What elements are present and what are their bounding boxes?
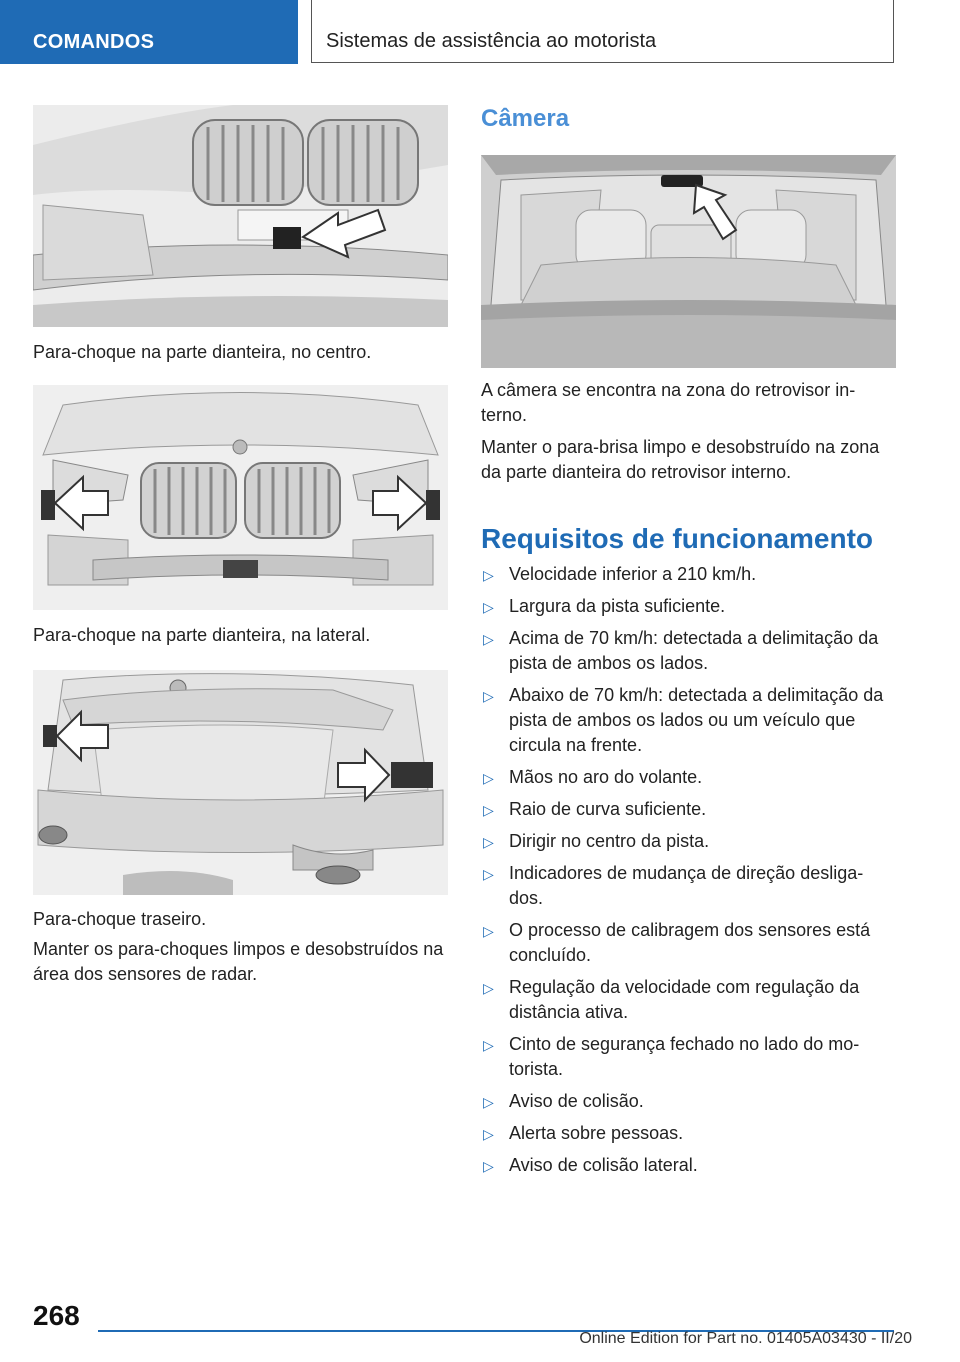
figure2-caption: Para-choque na parte dianteira, na lateral. bbox=[33, 625, 371, 645]
list-item: ▷ Aviso de colisão lateral. bbox=[481, 1153, 896, 1178]
triangle-right-icon: ▷ bbox=[483, 1158, 494, 1174]
triangle-right-icon: ▷ bbox=[483, 599, 494, 615]
triangle-right-icon: ▷ bbox=[483, 923, 494, 939]
triangle-right-icon: ▷ bbox=[483, 631, 494, 647]
list-item: ▷ Alerta sobre pessoas. bbox=[481, 1121, 896, 1146]
triangle-right-icon: ▷ bbox=[483, 802, 494, 818]
chapter-header bbox=[311, 0, 894, 63]
figure-front-bumper-center bbox=[33, 105, 448, 327]
triangle-right-icon: ▷ bbox=[483, 567, 494, 583]
figure-rear-bumper bbox=[33, 670, 448, 895]
figure1-caption: Para-choque na parte dianteira, no centro. bbox=[33, 342, 372, 362]
triangle-right-icon: ▷ bbox=[483, 770, 494, 786]
triangle-right-icon: ▷ bbox=[483, 980, 494, 996]
triangle-right-icon: ▷ bbox=[483, 834, 494, 850]
triangle-right-icon: ▷ bbox=[483, 688, 494, 704]
list-item: ▷ Abaixo de 70 km/h: detectada a delimitação da pista de ambos os lados ou um veículo que circula na frente. bbox=[483, 685, 884, 755]
list-item: ▷ Dirigir no centro da pista. bbox=[481, 829, 896, 854]
list-item: ▷ Raio de curva suficiente. bbox=[481, 797, 896, 822]
section-title: COMANDOS bbox=[33, 31, 155, 53]
chapter-title: Sistemas de assistência ao motorista bbox=[326, 30, 657, 52]
edition-note: Online Edition for Part no. 01405A03430 - II/20 bbox=[579, 1330, 912, 1347]
camera-heading: Câmera bbox=[481, 105, 570, 132]
page-number: 268 bbox=[33, 1300, 80, 1331]
list-item: ▷ Regulação da velocidade com regulação da distância ativa. bbox=[483, 977, 860, 1022]
triangle-right-icon: ▷ bbox=[483, 1037, 494, 1053]
list-item: ▷ O processo de calibragem dos sensores está concluído. bbox=[483, 920, 871, 965]
list-item: ▷ Velocidade inferior a 210 km/h. bbox=[481, 562, 896, 587]
figure-front-bumper-side bbox=[33, 385, 448, 610]
triangle-right-icon: ▷ bbox=[483, 1094, 494, 1110]
camera-maintenance-text: Manter o para-brisa limpo e desobstruído na zona da parte dianteira do retrovisor interno. bbox=[481, 437, 880, 482]
list-item: ▷ Indicadores de mudança de direção desliga-dos. bbox=[483, 863, 864, 908]
list-item: ▷ Largura da pista suficiente. bbox=[481, 594, 896, 619]
triangle-right-icon: ▷ bbox=[483, 1126, 494, 1142]
triangle-right-icon: ▷ bbox=[483, 866, 494, 882]
list-item: ▷ Aviso de colisão. bbox=[481, 1089, 896, 1114]
list-item: ▷ Acima de 70 km/h: detectada a delimitação da pista de ambos os lados. bbox=[483, 628, 879, 673]
section-tab bbox=[0, 0, 298, 64]
requirements-heading: Requisitos de funcionamento bbox=[481, 523, 874, 554]
figure3-caption: Para-choque traseiro. bbox=[33, 909, 207, 929]
list-item: ▷ Cinto de segurança fechado no lado do mo-torista. bbox=[483, 1034, 860, 1079]
requirements-list bbox=[481, 562, 896, 1185]
figure-camera-location bbox=[481, 155, 896, 368]
camera-location-text: A câmera se encontra na zona do retrovisor in-terno. bbox=[481, 380, 856, 425]
list-item: ▷ Mãos no aro do volante. bbox=[481, 765, 896, 790]
radar-maintenance-text: Manter os para-choques limpos e desobstruídos na área dos sensores de radar. bbox=[33, 939, 444, 984]
